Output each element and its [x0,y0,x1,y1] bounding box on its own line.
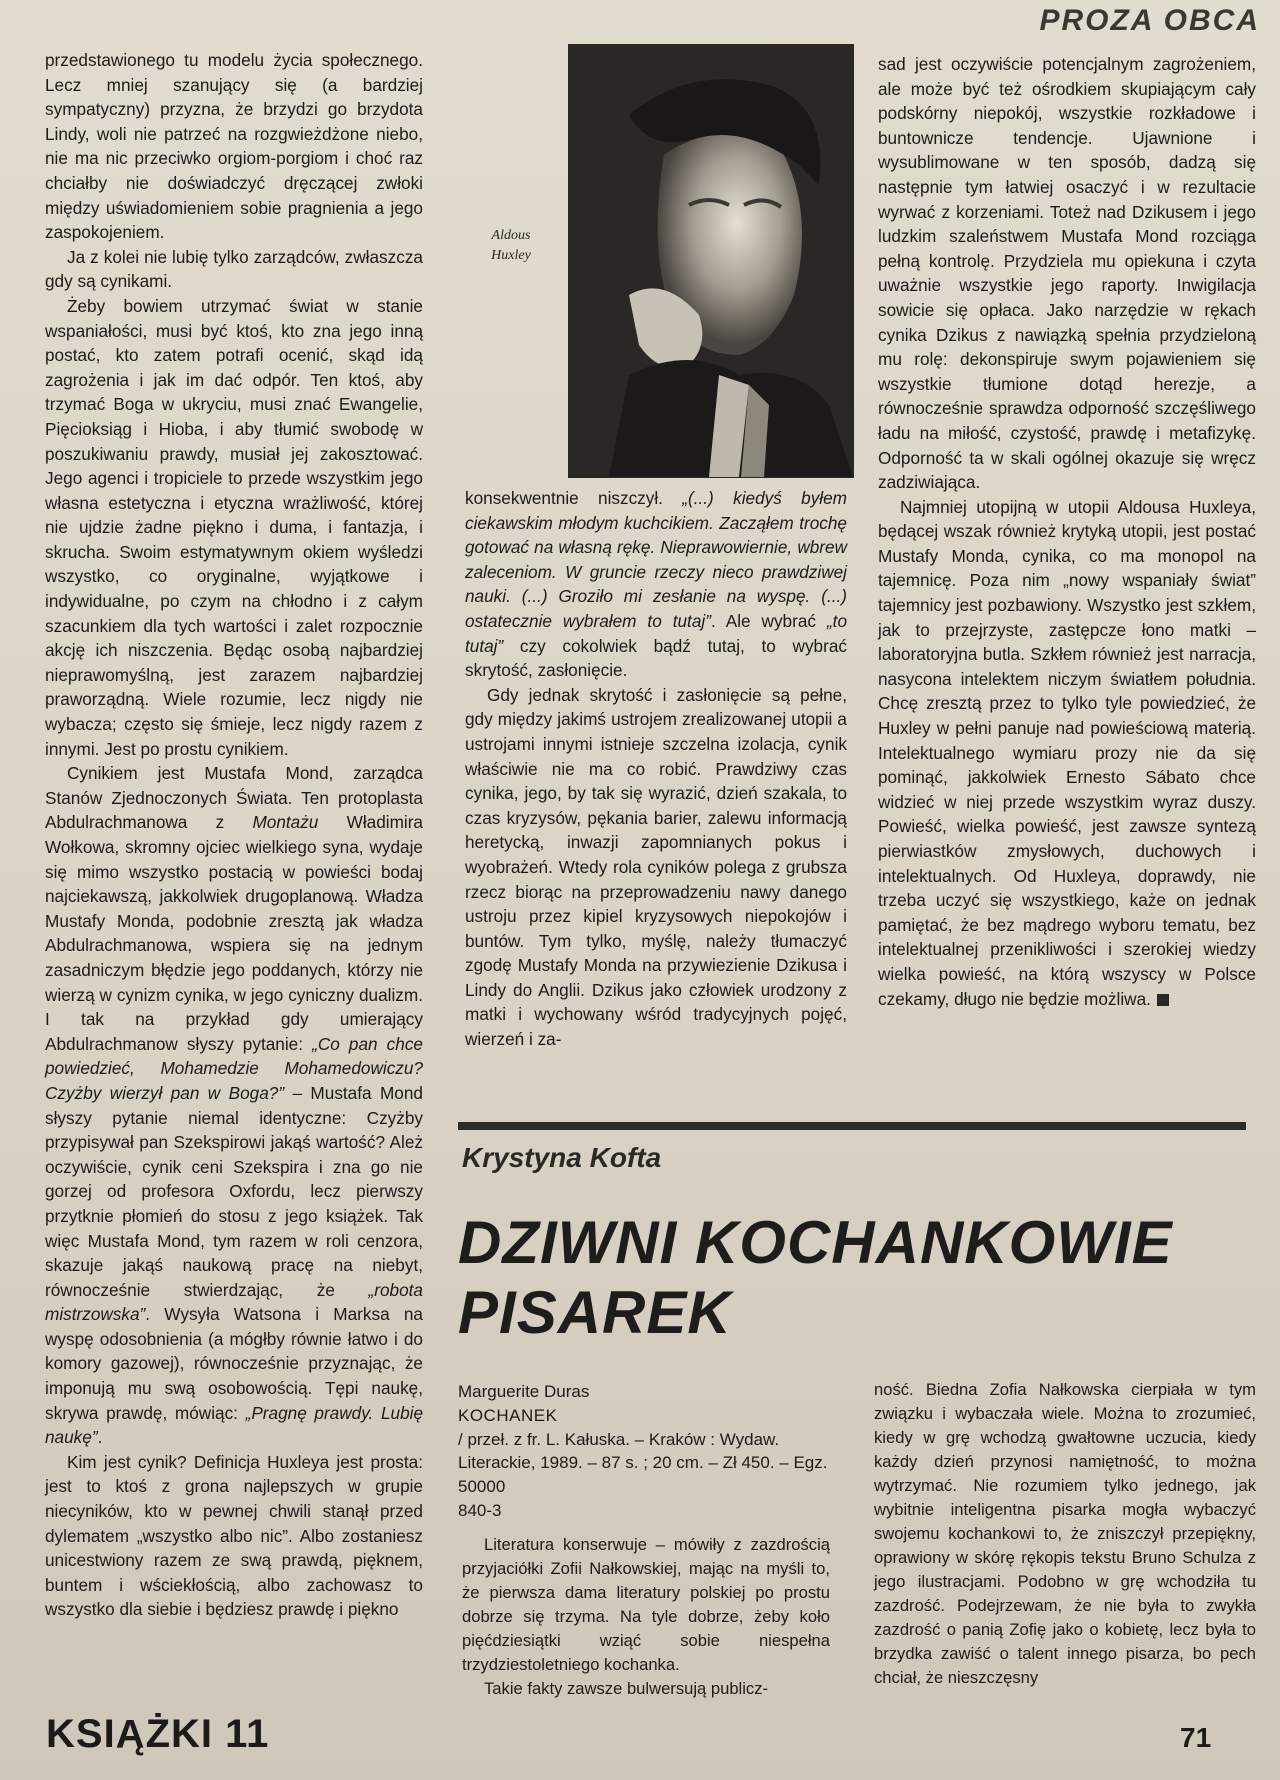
text-run: Władimira Wołkowa, skromny ojciec wielkiego syna, wydaje się mimo wszystko postacią w powieści bodaj najciekawszą, jakkolwiek drugoplanową. Władza Mustafy Monda, podobnie zresztą jak władza Abdulrachmanowa, wspiera się na jednym zasadniczym błędzie jego poddanych, którzy nie wierzą w cynizm cynika, w jego cyniczny dualizm. I tak na przykład gdy umierający Abdulrachmanow słyszy pytanie: [45,812,423,1054]
text-column-1 [45,48,423,1622]
paragraph: przedstawionego tu modelu życia społecznego. Lecz mniej szanujący się (a bardziej sympatyczny) przyzna, że brzydzi go brzydota Lindy, woli nie patrzeć na rozgwieżdżone niebo, nie ma nic przeciwko orgiom-porgiom i choć raz chciałby nie doświadczyć dręczącej zwłoki między uświadomieniem sobie pragnienia a jego zaspokojeniem. [45,50,423,243]
headline-line: PISAREK [458,1279,732,1346]
text-run: . [97,1427,103,1448]
photo-caption [466,226,556,266]
book-author: Marguerite Duras [458,1382,590,1401]
paragraph [45,761,423,1450]
article-author: Krystyna Kofta [462,1142,662,1173]
paragraph: Ja z kolei nie lubię tylko zarządców, zwłaszcza gdy są cynikami. [45,246,423,292]
magazine-footer: KSIĄŻKI 11 [46,1712,270,1756]
section-label: PROZA OBCA [1039,4,1260,37]
page-number: 71 [1180,1722,1212,1753]
italic-quote: „Co pan chce powiedzieć, Mohamedzie Mohamedowiczu? Czyżby wierzył pan w Boga?” [45,1033,423,1103]
text-column-5 [874,1378,1256,1690]
text-column-4 [462,1533,830,1701]
text-run: czy cokolwiek bądź tutaj, to wybrać skrytość, zasłonięcie. [465,635,847,681]
text-run: . Wysyła Watsona i Marksa na wyspę odosobnienia (a mógłby równie łatwo i do komory gazowej), równocześnie przyznając, że imponują mu swą osobowością. Tępi naukę, skrywa prawdę, mówiąc: [45,1304,423,1423]
end-of-article-mark [1157,994,1169,1006]
italic-quote: „to tutaj” [465,610,848,656]
text-column-2 [465,486,847,1052]
portrait-illustration [569,45,853,477]
paragraph: Literatura konserwuje – mówiły z zazdrością przyjaciółki Zofii Nałkowskiej, mając na myśli to, że pierwsza dama literatury polskiej po prostu dobrze się trzyma. Na tyle dobrze, żeby koło pięćdziesiątki wziąć sobie niespełna trzydziestoletniego kochanka. [462,1535,830,1674]
book-details: / przeł. z fr. L. Kałuska. – Kraków : Wydaw. Literackie, 1989. – 87 s. ; 20 cm. – Zł 450. – Egz. 50000 [458,1429,828,1497]
text-run: – Mustafa Mond słyszy pytanie niemal identyczne: Czyżby przypisywał pan Szekspirowi jakąś wartość? Ależ oczywiście, cynik ceni Szekspira i zna go nie gorzej od profesora Oxfordu, lecz pierwszy przytknie płomień do stosu z jego książek. Tak więc Mustafa Mond, tym razem w roli cenzora, skazuje jakąś naukową pracę na niebyt, równocześnie stwierdzając, że [45,1082,423,1300]
paragraph: Gdy jednak skrytość i zasłonięcie są pełne, gdy między jakimś ustrojem zrealizowanej utopii a ustrojami innymi istnieje szczelna izolacja, cynik właściwie nie ma co robić. Prawdziwy czas cynika, jego, by tak się wyrazić, dzień szakala, to czas kryzysów, pękania barier, zalewu informacją heretycką, inwazji zapomnianych pokus i wyobrażeń. Wtedy rola cyników polega z grubsza rzecz biorąc na przeprowadzeniu nawy danego ustroju przez kipiel kryzysowych niepokojów i buntów. Tym tylko, myślę, należy tłumaczyć zgodę Mustafy Monda na przywiezienie Dzikusa i Lindy do Anglii. Dzikus jako człowiek urodzony z matki i wychowany wśród tradycyjnych pojęć, wierzeń i za- [465,684,847,1050]
bibliographic-note [458,1380,830,1523]
author-portrait-photo [568,44,854,478]
text-run: konsekwentnie niszczył. [465,488,683,508]
italic-text: Montażu [252,812,319,833]
paragraph: ność. Biedna Zofia Nałkowska cierpiała w tym związku i wybaczała wiele. Można to zrozumieć, kiedy w grę wchodzą gwałtowne uczucia, kiedy każdy dzień przynosi namiętność, to można wytrzymać. Nie rozumiem tylko jednego, jak wybitnie inteligentna pisarka mogła wybaczyć swojemu kochankowi to, że zniszczył przepiękny, oprawiony w skórę rękopis tekstu Bruno Schulza z jego ilustracjami. Podobno w grę wchodziła tu zazdrość. Podejrzewam, że nie była to zwykła zazdrość o panią Zofię jako o kobietę, lecz była to brzydka zawiść o talent innego pisarza, bo pech chciał, że nieszczęsny [874,1380,1256,1687]
paragraph: sad jest oczywiście potencjalnym zagrożeniem, ale może być też ośrodkiem skupiającym cały podskórny niepokój, wszystkie rozkładowe i buntownicze tendencje. Ujawnione i wysublimowane w ten sposób, dadzą się następnie tym łatwiej osaczyć i w rezultacie wyrwać z korzeniami. Toteż nad Dzikusem i jego ludzkim szaleństwem Mustafa Mond rozciąga pełną kontrolę. Przydziela mu opiekuna i czyta uważnie wszystkie jego raporty. Inwigilacja sowicie się opłaca. Jako narzędzie w rękach cynika Dzikus z nawiązką spełnia przydzieloną mu rolę: dekonspiruje swym pojawieniem się wszystkie tłumione dotąd herezje, a równocześnie sprawdza odporność szczęśliwego ładu na miłość, czystość, prawdę i metafizykę. Odporność ta w skali ogólnej okazuje się wręcz zadziwiająca. [878,54,1256,493]
paragraph: Takie fakty zawsze bulwersują publicz- [484,1679,769,1698]
italic-quote: „robota mistrzowska” [45,1279,423,1325]
text-run: . Ale wybrać [710,610,827,631]
book-title: KOCHANEK [458,1405,558,1425]
headline-line: DZIWNI KOCHANKOWIE [458,1209,1173,1276]
caption-line: Aldous [491,228,531,243]
text-run: Cynikiem jest Mustafa Mond, zarządca Stanów Zjednoczonych Świata. Ten protoplasta Abdulrachmanowa z [45,763,423,833]
paragraph [878,495,1256,1011]
article-headline [458,1208,1258,1348]
classification-code: 840-3 [458,1500,502,1520]
paragraph: Kim jest cynik? Definicja Huxleya jest prosta: jest to ktoś z grona najlepszych w grupie niecyników, kto w pewnej chwili stanął przed dylematem „wszystko albo nic”. Albo zostaniesz unicestwiony razem ze swą prawdą, pięknem, buntem i wściekłością, albo zachowasz to wszystko dla siebie i będziesz prawdę i piękno [45,1451,423,1620]
paragraph: Żeby bowiem utrzymać świat w stanie wspaniałości, musi być ktoś, kto zna jego inną postać, kto zatem potrafi ocenić, skąd idą zagrożenia i jak im dać odpór. Ten ktoś, aby trzymać Boga w ukryciu, musi znać Ewangelie, Pięcioksiąg i Hioba, i aby tłumić swobodę w poszukiwaniu prawdy, musiał jej zakosztować. Jego agenci i tropiciele to przede wszystkim jego własna estetyczna i etyczna wrażliwość, której nie ujdzie żadne piękno i duma, i fantazja, i skrucha. Swoim estymatywnym okiem wyśledzi wszystko, co oryginalne, wyjątkowe i indywidualne, po czym na chłodno i z całym szacunkiem dla tych wartości i zalet rozpocznie akcję ich niszczenia. Będąc osobą najbardziej nieprawomyślną, jest zarazem najbardziej praworządną. Wiele rozumie, lecz nigdy nie wybacza; często się śmieje, lecz nigdy razem z innymi. Jest po prostu cynikiem. [45,295,423,759]
text-column-3 [878,52,1256,1011]
article-divider [458,1122,1246,1130]
italic-quote: „Pragnę prawdy. Lubię naukę” [45,1402,424,1448]
paragraph [465,486,847,683]
italic-quote: „(...) kiedyś byłem ciekawskim młodym kuchcikiem. Zacząłem trochę gotować na własną rękę. Nieprawowiernie, wbrew zaleceniom. W gruncie rzeczy nieco prawdziwej nauki. (...) Groziło mi zesłanie na wyspę. (...) ostatecznie wybrałem to tutaj” [465,488,847,631]
text-run: Najmniej utopijną w utopii Aldousa Huxleya, będącej wszak również krytyką utopii, jest postać Mustafy Monda, cynika, co ma monopol na tajemnicę. Poza nim „nowy wspaniały świat” tajemnicy jest pozbawiony. Wszystko jest szkłem, jak to przejrzyste, zastępcze łono matki – laboratoryjna butla. Szkłem również jest narracja, nasycona intelektem niczym światłem południa. Chcę zresztą przez to tylko tyle powiedzieć, że Huxley w pełni panuje nad powieściową materią. Intelektualnego wymiaru prozy nie da się pominąć, jakkolwiek Ernesto Sábato chce widzieć w niej przede wszystkim wyraz duszy. Powieść, wielka powieść, jest zawsze syntezą pierwiastków zmysłowych, duchowych i intelektualnych. Od Huxleya, doprawdy, nie trzeba uczyć się wszystkiego, każe on jednak pamiętać, że bez mądrego wyboru tematu, bez intelektualnej przenikliwości i szerokiej wiedzy wielka powieść, na którą wszyscy w Polsce czekamy, długo nie będzie możliwa. [878,496,1256,1009]
caption-line: Huxley [491,248,531,263]
